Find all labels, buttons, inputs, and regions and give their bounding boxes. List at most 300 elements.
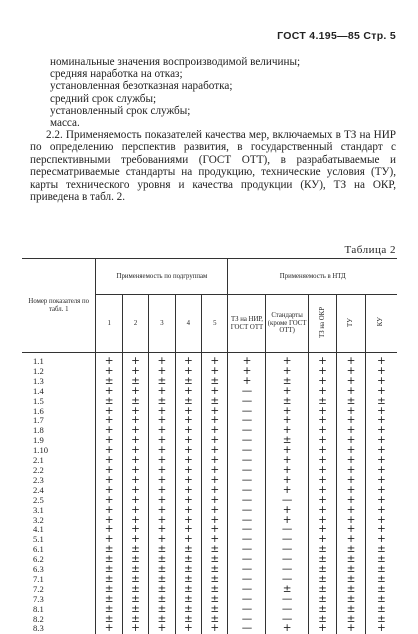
mark-cell: + <box>202 516 228 526</box>
mark-cell: — <box>266 535 308 545</box>
mark-cell: ± <box>337 585 366 595</box>
column-header-ntd: КУ <box>377 317 385 326</box>
mark-cell: ± <box>122 575 148 585</box>
mark-cell: + <box>337 516 366 526</box>
mark-cell: + <box>122 426 148 436</box>
mark-cell: + <box>202 407 228 417</box>
mark-cell: + <box>149 486 175 496</box>
mark-cell: ± <box>96 397 122 407</box>
mark-cell: — <box>228 416 266 426</box>
mark-cell: + <box>337 426 366 436</box>
mark-cell: + <box>202 456 228 466</box>
mark-cell: ± <box>365 595 397 605</box>
mark-cell: + <box>308 377 337 387</box>
list-item: номинальные значения воспроизводимой величины; <box>50 56 300 68</box>
mark-cell: ± <box>175 615 201 625</box>
mark-cell: ± <box>175 575 201 585</box>
table-row <box>22 624 397 634</box>
table-caption: Таблица 2 <box>344 244 396 256</box>
mark-cell: + <box>149 367 175 377</box>
mark-cell: + <box>122 357 148 367</box>
column-header-number: Номер показателя по табл. 1 <box>22 259 96 353</box>
mark-cell: + <box>202 436 228 446</box>
mark-cell: + <box>365 496 397 506</box>
mark-cell: ± <box>308 605 337 615</box>
mark-cell: + <box>337 367 366 377</box>
mark-cell: + <box>175 486 201 496</box>
mark-cell: ± <box>266 585 308 595</box>
mark-cell: ± <box>337 595 366 605</box>
mark-cell: + <box>175 436 201 446</box>
mark-cell: + <box>337 466 366 476</box>
mark-cell: + <box>122 367 148 377</box>
mark-cell: + <box>337 624 366 634</box>
mark-cell: + <box>96 407 122 417</box>
mark-cell: + <box>337 496 366 506</box>
mark-cell: + <box>96 496 122 506</box>
mark-cell: + <box>122 486 148 496</box>
mark-cell: + <box>96 436 122 446</box>
mark-cell: ± <box>122 397 148 407</box>
mark-cell: + <box>175 456 201 466</box>
mark-cell: + <box>175 407 201 417</box>
mark-cell: ± <box>202 555 228 565</box>
mark-cell: — <box>228 565 266 575</box>
mark-cell: + <box>308 525 337 535</box>
row-number-cell: 2.1 <box>22 456 96 466</box>
mark-cell: + <box>202 466 228 476</box>
mark-cell: — <box>228 397 266 407</box>
mark-cell: + <box>266 367 308 377</box>
mark-cell: ± <box>202 565 228 575</box>
mark-cell: ± <box>365 575 397 585</box>
mark-cell: + <box>96 466 122 476</box>
mark-cell: + <box>308 516 337 526</box>
applicability-table <box>22 258 397 634</box>
mark-cell: + <box>365 387 397 397</box>
row-number-cell: 4.1 <box>22 525 96 535</box>
mark-cell: + <box>175 426 201 436</box>
mark-cell: ± <box>149 585 175 595</box>
row-number-cell: 1.8 <box>22 426 96 436</box>
mark-cell: ± <box>266 397 308 407</box>
mark-cell: ± <box>308 585 337 595</box>
mark-cell: + <box>308 535 337 545</box>
mark-cell: + <box>308 387 337 397</box>
mark-cell: + <box>365 407 397 417</box>
mark-cell: — <box>266 555 308 565</box>
mark-cell: — <box>228 486 266 496</box>
mark-cell: — <box>228 555 266 565</box>
mark-cell: + <box>202 624 228 634</box>
mark-cell: + <box>308 624 337 634</box>
mark-cell: + <box>365 416 397 426</box>
mark-cell: + <box>266 486 308 496</box>
mark-cell: + <box>365 436 397 446</box>
mark-cell: + <box>202 535 228 545</box>
mark-cell: ± <box>365 615 397 625</box>
mark-cell: + <box>308 407 337 417</box>
mark-cell: + <box>202 367 228 377</box>
mark-cell: + <box>266 426 308 436</box>
list-item: установленная безотказная наработка; <box>50 80 300 92</box>
mark-cell: ± <box>337 565 366 575</box>
mark-cell: + <box>266 456 308 466</box>
mark-cell: + <box>175 476 201 486</box>
mark-cell: ± <box>202 397 228 407</box>
mark-cell: + <box>122 456 148 466</box>
mark-cell: + <box>266 466 308 476</box>
mark-cell: ± <box>175 565 201 575</box>
mark-cell: + <box>337 416 366 426</box>
mark-cell: ± <box>122 555 148 565</box>
mark-cell: + <box>365 466 397 476</box>
mark-cell: ± <box>149 397 175 407</box>
mark-cell: + <box>308 496 337 506</box>
mark-cell: + <box>96 525 122 535</box>
mark-cell: ± <box>96 555 122 565</box>
mark-cell: ± <box>149 565 175 575</box>
mark-cell: — <box>228 525 266 535</box>
mark-cell: + <box>175 496 201 506</box>
mark-cell: + <box>202 506 228 516</box>
row-number-cell: 1.3 <box>22 377 96 387</box>
mark-cell: + <box>122 446 148 456</box>
mark-cell: + <box>149 624 175 634</box>
mark-cell: + <box>365 446 397 456</box>
mark-cell: + <box>228 367 266 377</box>
column-header-ntd: ТЗ на НИР, ГОСТ ОТТ <box>228 295 266 353</box>
mark-cell: + <box>96 357 122 367</box>
mark-cell: — <box>266 615 308 625</box>
column-header-subgroup: 1 <box>96 295 122 353</box>
mark-cell: ± <box>202 605 228 615</box>
list-item: масса. <box>50 117 300 129</box>
mark-cell: ± <box>96 615 122 625</box>
row-number-cell: 6.2 <box>22 555 96 565</box>
mark-cell: ± <box>96 585 122 595</box>
row-number-cell: 2.2 <box>22 466 96 476</box>
mark-cell: + <box>365 535 397 545</box>
mark-cell: — <box>266 605 308 615</box>
mark-cell: ± <box>202 545 228 555</box>
mark-cell: + <box>308 436 337 446</box>
mark-cell: ± <box>266 377 308 387</box>
mark-cell: + <box>202 486 228 496</box>
mark-cell: + <box>266 387 308 397</box>
mark-cell: + <box>175 516 201 526</box>
mark-cell: ± <box>149 595 175 605</box>
mark-cell: + <box>365 426 397 436</box>
column-header-ntd: ТЗ на ОКР <box>319 307 327 338</box>
mark-cell: — <box>266 545 308 555</box>
mark-cell: + <box>122 387 148 397</box>
mark-cell: + <box>149 407 175 417</box>
mark-cell: + <box>122 525 148 535</box>
mark-cell: + <box>175 357 201 367</box>
column-header-subgroup: 5 <box>202 295 228 353</box>
mark-cell: + <box>96 426 122 436</box>
mark-cell: + <box>96 456 122 466</box>
mark-cell: + <box>149 426 175 436</box>
mark-cell: + <box>266 506 308 516</box>
mark-cell: ± <box>149 615 175 625</box>
mark-cell: ± <box>308 555 337 565</box>
mark-cell: + <box>149 496 175 506</box>
mark-cell: + <box>202 416 228 426</box>
mark-cell: ± <box>365 545 397 555</box>
row-number-cell: 7.2 <box>22 585 96 595</box>
mark-cell: ± <box>149 555 175 565</box>
mark-cell: + <box>308 367 337 377</box>
mark-cell: ± <box>122 565 148 575</box>
mark-cell: + <box>175 624 201 634</box>
mark-cell: — <box>228 624 266 634</box>
mark-cell: + <box>202 476 228 486</box>
mark-cell: + <box>308 466 337 476</box>
mark-cell: ± <box>175 377 201 387</box>
mark-cell: + <box>337 456 366 466</box>
column-header-subgroup: 2 <box>122 295 148 353</box>
mark-cell: — <box>228 605 266 615</box>
mark-cell: + <box>228 357 266 367</box>
mark-cell: + <box>149 456 175 466</box>
mark-cell: ± <box>308 575 337 585</box>
column-header-subgroup: 3 <box>149 295 175 353</box>
mark-cell: + <box>149 446 175 456</box>
mark-cell: + <box>175 506 201 516</box>
mark-cell: + <box>96 486 122 496</box>
row-number-cell: 2.5 <box>22 496 96 506</box>
row-number-cell: 1.7 <box>22 416 96 426</box>
mark-cell: + <box>122 535 148 545</box>
mark-cell: + <box>202 387 228 397</box>
mark-cell: ± <box>365 585 397 595</box>
row-number-cell: 6.3 <box>22 565 96 575</box>
row-number-cell: 7.1 <box>22 575 96 585</box>
mark-cell: + <box>266 357 308 367</box>
mark-cell: + <box>202 426 228 436</box>
mark-cell: + <box>175 446 201 456</box>
mark-cell: + <box>175 466 201 476</box>
list-item: средняя наработка на отказ; <box>50 68 300 80</box>
mark-cell: + <box>308 476 337 486</box>
row-number-cell: 1.10 <box>22 446 96 456</box>
mark-cell: + <box>175 525 201 535</box>
mark-cell: ± <box>175 595 201 605</box>
mark-cell: + <box>202 496 228 506</box>
mark-cell: — <box>228 506 266 516</box>
mark-cell: — <box>228 595 266 605</box>
mark-cell: + <box>149 357 175 367</box>
mark-cell: ± <box>122 545 148 555</box>
mark-cell: + <box>149 516 175 526</box>
mark-cell: + <box>175 535 201 545</box>
mark-cell: ± <box>96 595 122 605</box>
row-number-cell: 8.2 <box>22 615 96 625</box>
mark-cell: + <box>337 357 366 367</box>
mark-cell: + <box>308 486 337 496</box>
mark-cell: ± <box>149 545 175 555</box>
mark-cell: — <box>228 516 266 526</box>
mark-cell: + <box>122 496 148 506</box>
mark-cell: ± <box>175 545 201 555</box>
mark-cell: — <box>228 575 266 585</box>
mark-cell: + <box>122 466 148 476</box>
mark-cell: ± <box>122 585 148 595</box>
column-header-subgroup: 4 <box>175 295 201 353</box>
mark-cell: + <box>96 416 122 426</box>
mark-cell: — <box>266 565 308 575</box>
mark-cell: + <box>365 486 397 496</box>
mark-cell: ± <box>365 397 397 407</box>
mark-cell: + <box>266 407 308 417</box>
mark-cell: + <box>308 456 337 466</box>
mark-cell: ± <box>122 595 148 605</box>
mark-cell: + <box>337 436 366 446</box>
paragraph-2-2: 2.2. Применяемость показателей качества мер, включаемых в ТЗ на НИР по определению перспектив развития, в государственный стандарт с перспективными требованиями (ГОСТ ОТТ), в разрабатываемые и пересматриваемые стандарты на продукцию, технические условия (ТУ), карты технического уровня и качества продукции (КУ), ТЗ на ОКР, приведена в табл. 2. <box>30 129 396 203</box>
mark-cell: ± <box>175 585 201 595</box>
mark-cell: ± <box>96 545 122 555</box>
mark-cell: — <box>228 466 266 476</box>
mark-cell: + <box>337 535 366 545</box>
row-number-cell: 1.9 <box>22 436 96 446</box>
mark-cell: ± <box>337 555 366 565</box>
mark-cell: + <box>149 476 175 486</box>
mark-cell: + <box>122 476 148 486</box>
row-number-cell: 8.3 <box>22 624 96 634</box>
mark-cell: + <box>365 456 397 466</box>
mark-cell: ± <box>202 585 228 595</box>
mark-cell: + <box>308 506 337 516</box>
mark-cell: + <box>175 416 201 426</box>
mark-cell: ± <box>337 605 366 615</box>
mark-cell: ± <box>337 575 366 585</box>
mark-cell: + <box>266 446 308 456</box>
row-number-cell: 1.1 <box>22 357 96 367</box>
mark-cell: + <box>337 377 366 387</box>
row-number-cell: 1.2 <box>22 367 96 377</box>
mark-cell: + <box>337 407 366 417</box>
mark-cell: ± <box>337 615 366 625</box>
mark-cell: — <box>228 436 266 446</box>
row-number-cell: 1.5 <box>22 397 96 407</box>
mark-cell: + <box>337 387 366 397</box>
mark-cell: + <box>337 525 366 535</box>
indicator-list <box>50 56 300 129</box>
list-item: средний срок службы; <box>50 93 300 105</box>
mark-cell: ± <box>365 555 397 565</box>
mark-cell: ± <box>96 575 122 585</box>
mark-cell: + <box>266 476 308 486</box>
list-item: установленный срок службы; <box>50 105 300 117</box>
mark-cell: + <box>149 436 175 446</box>
mark-cell: + <box>337 446 366 456</box>
mark-cell: + <box>122 436 148 446</box>
mark-cell: ± <box>96 377 122 387</box>
mark-cell: — <box>266 525 308 535</box>
mark-cell: + <box>175 367 201 377</box>
row-number-cell: 8.1 <box>22 605 96 615</box>
mark-cell: — <box>228 535 266 545</box>
mark-cell: + <box>365 476 397 486</box>
mark-cell: ± <box>122 605 148 615</box>
mark-cell: — <box>228 585 266 595</box>
mark-cell: + <box>149 466 175 476</box>
mark-cell: + <box>365 357 397 367</box>
mark-cell: — <box>266 496 308 506</box>
mark-cell: + <box>365 624 397 634</box>
row-number-cell: 2.3 <box>22 476 96 486</box>
mark-cell: ± <box>308 595 337 605</box>
mark-cell: + <box>96 535 122 545</box>
mark-cell: + <box>96 506 122 516</box>
mark-cell: — <box>228 496 266 506</box>
mark-cell: ± <box>365 565 397 575</box>
mark-cell: — <box>228 426 266 436</box>
mark-cell: — <box>228 407 266 417</box>
mark-cell: ± <box>175 397 201 407</box>
mark-cell: + <box>96 367 122 377</box>
mark-cell: + <box>122 407 148 417</box>
mark-cell: ± <box>175 605 201 615</box>
mark-cell: ± <box>308 397 337 407</box>
mark-cell: + <box>149 416 175 426</box>
mark-cell: + <box>149 535 175 545</box>
mark-cell: ± <box>96 605 122 615</box>
mark-cell: + <box>365 377 397 387</box>
row-number-cell: 2.4 <box>22 486 96 496</box>
row-number-cell: 7.3 <box>22 595 96 605</box>
mark-cell: ± <box>96 565 122 575</box>
mark-cell: — <box>228 387 266 397</box>
mark-cell: + <box>122 624 148 634</box>
mark-cell: + <box>122 416 148 426</box>
mark-cell: + <box>365 525 397 535</box>
mark-cell: ± <box>308 565 337 575</box>
mark-cell: + <box>337 506 366 516</box>
mark-cell: ± <box>122 377 148 387</box>
mark-cell: + <box>228 377 266 387</box>
page-header: ГОСТ 4.195—85 Стр. 5 <box>277 30 396 42</box>
mark-cell: ± <box>365 605 397 615</box>
mark-cell: — <box>266 595 308 605</box>
mark-cell: + <box>202 446 228 456</box>
mark-cell: + <box>337 476 366 486</box>
row-number-cell: 1.4 <box>22 387 96 397</box>
mark-cell: ± <box>337 397 366 407</box>
column-header-ntd: Стандарты (кроме ГОСТ ОТТ) <box>266 295 308 353</box>
mark-cell: ± <box>266 436 308 446</box>
table-body <box>22 353 397 634</box>
mark-cell: ± <box>202 575 228 585</box>
row-number-cell: 5.1 <box>22 535 96 545</box>
mark-cell: + <box>149 506 175 516</box>
mark-cell: + <box>96 446 122 456</box>
row-number-cell: 3.2 <box>22 516 96 526</box>
mark-cell: + <box>365 367 397 377</box>
mark-cell: ± <box>202 595 228 605</box>
row-number-cell: 6.1 <box>22 545 96 555</box>
mark-cell: + <box>365 516 397 526</box>
mark-cell: + <box>308 446 337 456</box>
mark-cell: ± <box>202 615 228 625</box>
column-header-ntd: ТУ <box>347 318 355 327</box>
mark-cell: ± <box>308 545 337 555</box>
mark-cell: + <box>96 624 122 634</box>
mark-cell: — <box>228 446 266 456</box>
mark-cell: + <box>337 486 366 496</box>
